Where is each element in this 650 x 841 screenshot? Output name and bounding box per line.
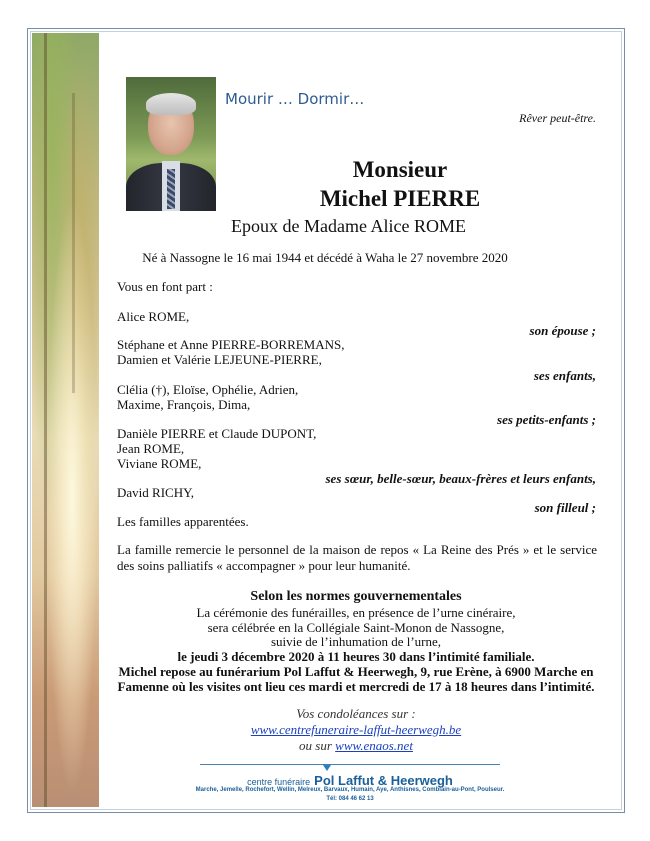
condolences-block xyxy=(100,706,612,754)
deceased-name: Michel PIERRE xyxy=(319,186,481,211)
ceremony-line: La cérémonie des funérailles, en présence de l’urne cinéraire, xyxy=(196,605,516,620)
sibling-name: Viviane ROME, xyxy=(117,456,202,471)
poem-line-1: Mourir … Dormir… xyxy=(225,90,365,108)
funerarium-line: Michel repose au funérarium Pol Laffut & Heerwegh, 9, rue Erène, à 6900 Marche en xyxy=(118,664,594,679)
ceremony-line: suivie de l’inhumation de l’urne, xyxy=(270,634,442,649)
ceremony-line: sera célébrée en la Collégiale Saint-Monon de Nassogne, xyxy=(207,620,505,635)
grandchildren-name: Clélia (†), Eloïse, Ophélie, Adrien, xyxy=(117,382,299,397)
siblings-role: ses sœur, belle-sœur, beaux-frères et leurs enfants, xyxy=(325,471,596,486)
portrait-photo xyxy=(126,77,216,211)
children-role: ses enfants, xyxy=(533,368,596,383)
spouse-line: Epoux de Madame Alice ROME xyxy=(231,216,466,236)
footer-towns: Marche, Jemelle, Rochefort, Wellin, Melreux, Barvaux, Humain, Aye, Anthisnes, Comblain-au-Pont, Poulseur. xyxy=(195,787,505,793)
footer-phone: Tél: 084 46 62 13 xyxy=(326,796,374,802)
ceremony-heading: Selon les normes gouvernementales xyxy=(250,589,462,604)
footer-divider xyxy=(200,764,500,765)
children-name: Stéphane et Anne PIERRE-BORREMANS, xyxy=(117,337,345,352)
relatives-text: Les familles apparentées. xyxy=(117,514,249,529)
visits-line: Famenne où les visites ont lieu ces mardi et mercredi de 17 à 18 heures dans l’intimité. xyxy=(117,679,595,694)
intro-text: Vous en font part : xyxy=(117,279,213,294)
thanks-paragraph: La famille remercie le personnel de la maison de repos « La Reine des Prés » et le service des soins palliatifs « accompagner » pour leur humanité. xyxy=(117,542,597,573)
grandchildren-name: Maxime, François, Dima, xyxy=(117,397,251,412)
condolences-or: ou sur xyxy=(299,738,332,753)
sibling-name: Danièle PIERRE et Claude DUPONT, xyxy=(117,426,317,441)
logo-small-text: centre funéraire xyxy=(247,777,311,787)
condolences-link-secondary[interactable]: www.enaos.net xyxy=(335,738,413,753)
spouse-name: Alice ROME, xyxy=(117,309,190,324)
godson-role: son filleul ; xyxy=(534,500,596,515)
sibling-name: Jean ROME, xyxy=(117,441,185,456)
godson-name: David RICHY, xyxy=(117,485,195,500)
logo-brand-text: Pol Laffut & Heerwegh xyxy=(314,773,453,788)
condolences-link-primary[interactable]: www.centrefuneraire-laffut-heerwegh.be xyxy=(250,722,462,737)
decorative-forest-strip xyxy=(32,33,99,807)
grandchildren-role: ses petits-enfants ; xyxy=(497,412,596,427)
children-name: Damien et Valérie LEJEUNE-PIERRE, xyxy=(117,352,322,367)
birth-death-line: Né à Nassogne le 16 mai 1944 et décédé à Waha le 27 novembre 2020 xyxy=(142,250,508,265)
ceremony-date: le jeudi 3 décembre 2020 à 11 heures 30 dans l’intimité familiale. xyxy=(177,649,535,664)
civility: Monsieur xyxy=(352,157,448,182)
poem-line-2: Rêver peut-être. xyxy=(519,111,596,125)
footer-triangle-icon xyxy=(323,765,331,771)
condolences-label: Vos condoléances sur : xyxy=(296,706,416,721)
spouse-role: son épouse ; xyxy=(529,323,596,338)
